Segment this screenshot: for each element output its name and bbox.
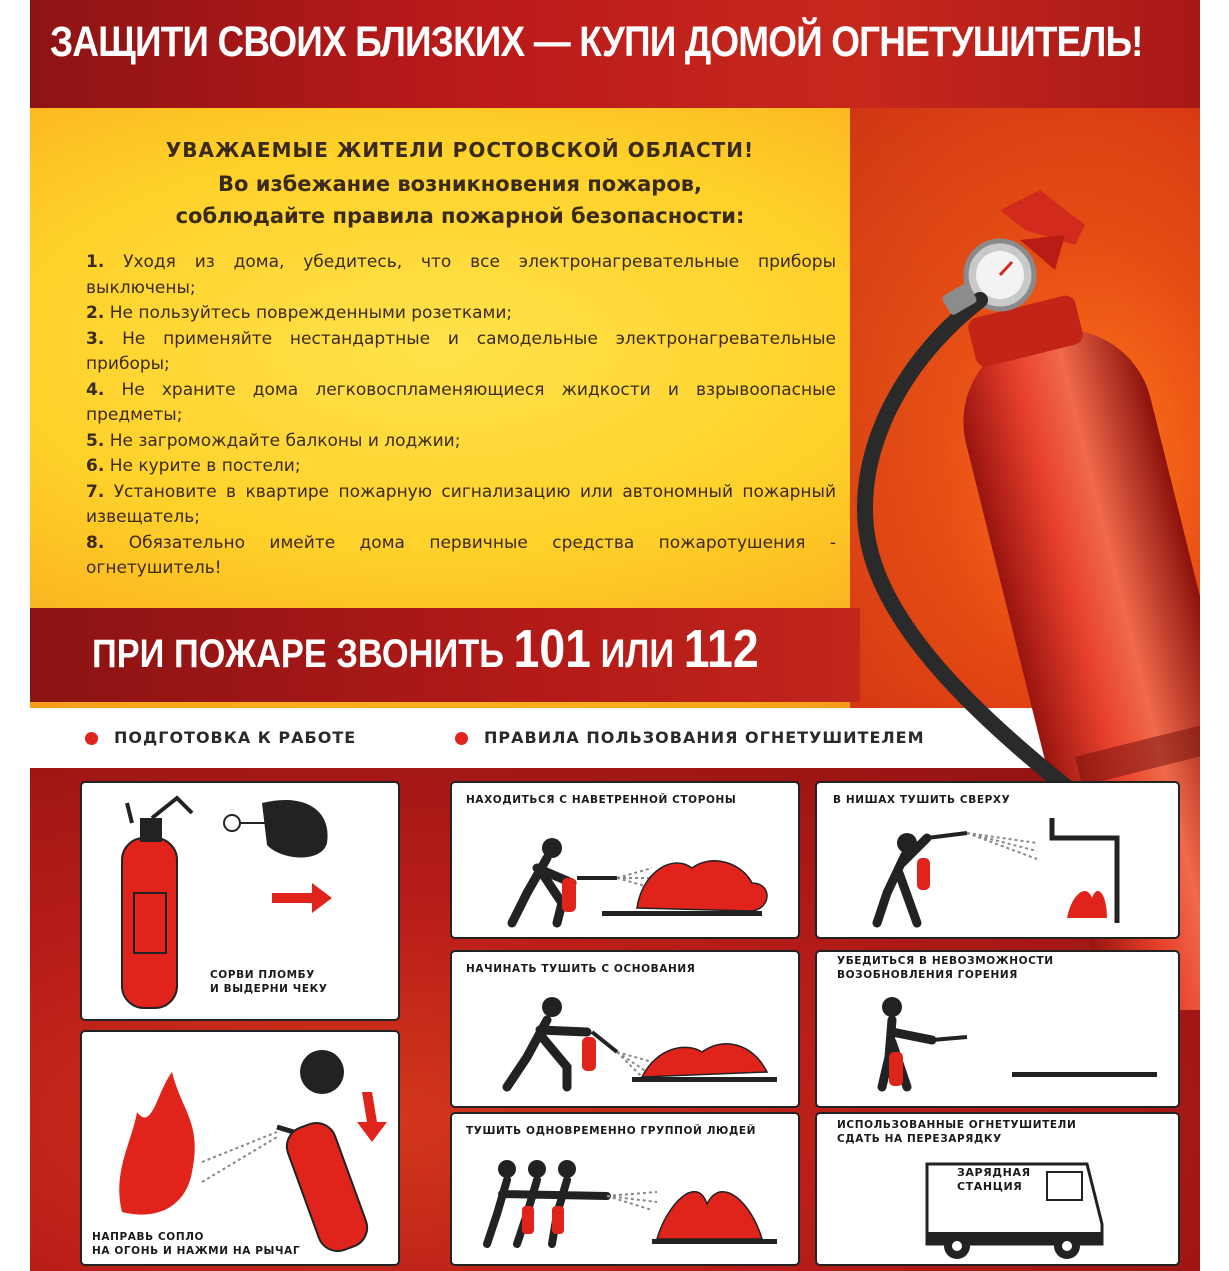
panel-caption: СОРВИ ПЛОМБУ И ВЫДЕРНИ ЧЕКУ (210, 969, 328, 995)
panel-start-from-base (450, 950, 800, 1108)
poster (30, 0, 1200, 1271)
rule-item: 4. Не храните дома легковоспламеняющиеся жидкости и взрывоопасные предметы; (86, 379, 837, 425)
panel-caption: ИСПОЛЬЗОВАННЫЕ ОГНЕТУШИТЕЛИ СДАТЬ НА ПЕРЕЗАРЯДКУ (837, 1119, 1077, 1145)
emergency-or: ИЛИ (591, 632, 684, 676)
panel-windward-side (450, 781, 800, 939)
firefighter-group-icon (452, 1114, 800, 1266)
page-title: ЗАЩИТИ СВОИХ БЛИЗКИХ — КУПИ ДОМОЙ ОГНЕТУШИТЕЛЬ! (50, 18, 1143, 66)
emergency-number-112: 112 (683, 619, 759, 679)
emergency-prefix: ПРИ ПОЖАРЕ ЗВОНИТЬ (92, 632, 514, 676)
firefighter-niche-icon (817, 783, 1180, 939)
rules-list (86, 250, 836, 582)
intro-line: Во избежание возникновения пожаров, (217, 172, 703, 196)
section-usage-heading: ПРАВИЛА ПОЛЬЗОВАНИЯ ОГНЕТУШИТЕЛЕМ (455, 728, 925, 747)
rule-item: 8. Обязательно имейте дома первичные средства пожаротушения - огнетушитель! (86, 532, 836, 578)
panel-caption: НАХОДИТЬСЯ С НАВЕТРЕННОЙ СТОРОНЫ (466, 794, 737, 806)
panel-caption: НАЧИНАТЬ ТУШИТЬ С ОСНОВАНИЯ (466, 963, 696, 975)
rule-item: 5. Не загромождайте балконы и лоджии; (86, 430, 461, 451)
panel-recharge (815, 1112, 1180, 1266)
firefighter-check-icon (817, 952, 1180, 1108)
panel-caption: В НИШАХ ТУШИТЬ СВЕРХУ (833, 794, 1011, 806)
bullet-icon (455, 732, 468, 745)
intro-heading: УВАЖАЕМЫЕ ЖИТЕЛИ РОСТОВСКОЙ ОБЛАСТИ! (165, 138, 755, 162)
emergency-number-101: 101 (513, 619, 592, 679)
firefighter-icon (452, 783, 800, 939)
firefighter-base-icon (452, 952, 800, 1108)
rule-item: 1. Уходя из дома, убедитесь, что все электронагревательные приборы выключены; (86, 252, 837, 298)
panel-niche-from-above (815, 781, 1180, 939)
emergency-call-text (92, 618, 759, 680)
panel-group-extinguishing (450, 1112, 800, 1266)
panel-aim-nozzle (80, 1030, 400, 1266)
panel-caption: ТУШИТЬ ОДНОВРЕМЕННО ГРУППОЙ ЛЮДЕЙ (466, 1125, 757, 1137)
intro-line: соблюдайте правила пожарной безопасности: (175, 204, 745, 228)
panel-caption: НАПРАВЬ СОПЛО НА ОГОНЬ И НАЖМИ НА РЫЧАГ (92, 1231, 301, 1257)
rule-item: 6. Не курите в постели; (86, 456, 301, 476)
panel-check-no-reignition (815, 950, 1180, 1108)
panel-remove-seal (80, 781, 400, 1021)
rule-item: 2. Не пользуйтесь поврежденными розетками; (86, 303, 513, 323)
panel-caption: УБЕДИТЬСЯ В НЕВОЗМОЖНОСТИ ВОЗОБНОВЛЕНИЯ ГОРЕНИЯ (837, 955, 1054, 981)
bullet-icon (85, 732, 98, 745)
van-label: ЗАРЯДНАЯ СТАНЦИЯ (957, 1166, 1031, 1193)
rule-item: 3. Не применяйте нестандартные и самодельные электронагревательные приборы; (86, 328, 837, 374)
section-prep-heading: ПОДГОТОВКА К РАБОТЕ (85, 728, 356, 747)
rule-item: 7. Установите в квартире пожарную сигнализацию или автономный пожарный извещатель; (86, 481, 837, 527)
